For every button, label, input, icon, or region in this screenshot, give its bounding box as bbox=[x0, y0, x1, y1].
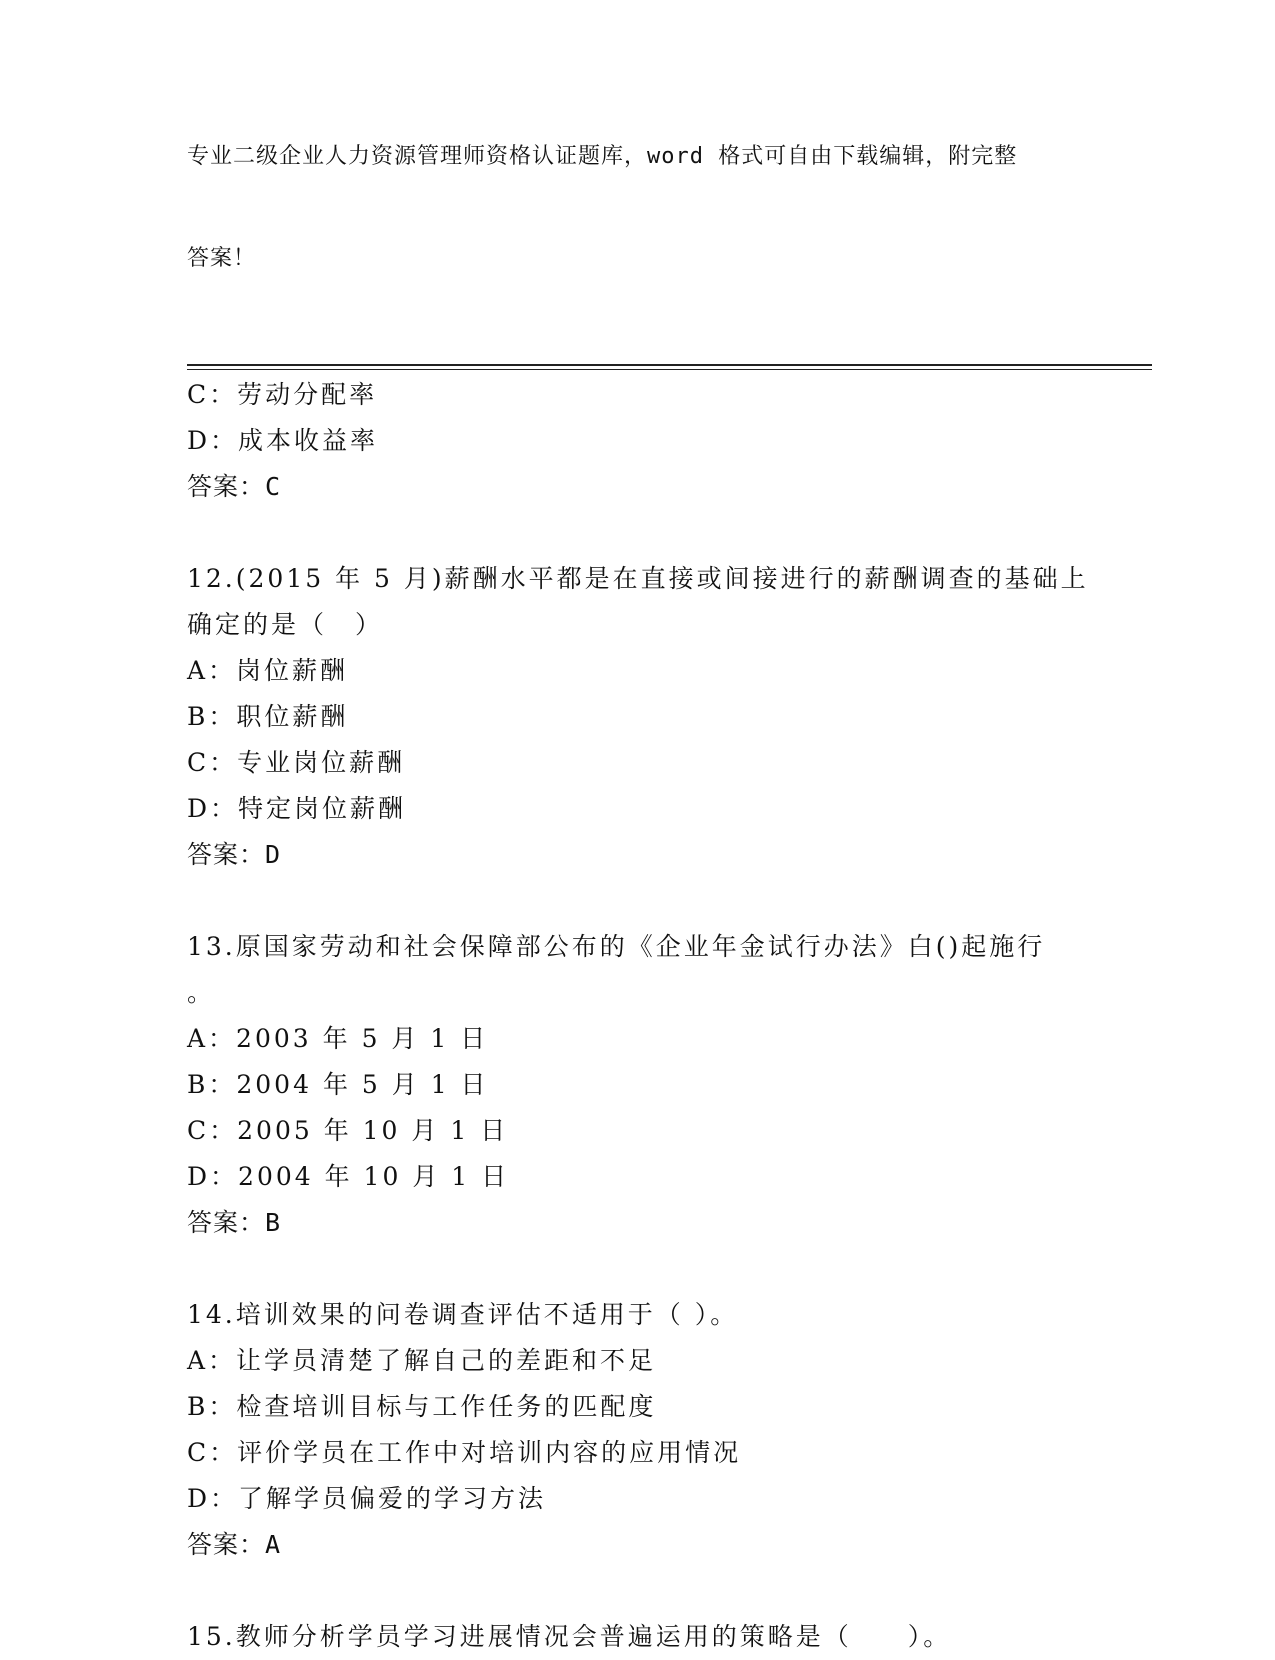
option-d: D：2004 年 10 月 1 日 bbox=[187, 1162, 510, 1191]
option-b: B：职位薪酬 bbox=[187, 702, 349, 731]
answer-line: 答案：D bbox=[187, 840, 282, 869]
option-c: C：专业岗位薪酬 bbox=[187, 748, 406, 777]
answer-line: 答案：A bbox=[187, 1530, 282, 1559]
question-text: 确定的是（ ） bbox=[187, 610, 384, 639]
answer-line: 答案：B bbox=[187, 1208, 282, 1237]
option-c: C：评价学员在工作中对培训内容的应用情况 bbox=[187, 1438, 742, 1467]
option-c: C：2005 年 10 月 1 日 bbox=[187, 1116, 509, 1145]
option-b: B：2004 年 5 月 1 日 bbox=[187, 1070, 489, 1099]
option-a: A：岗位薪酬 bbox=[187, 656, 349, 685]
continued-question bbox=[187, 372, 1152, 510]
option-d: D：成本收益率 bbox=[187, 426, 379, 455]
spacer bbox=[187, 878, 1152, 924]
question-text: 14.培训效果的问卷调查评估不适用于（ ）。 bbox=[187, 1300, 739, 1329]
option-a: A：让学员清楚了解自己的差距和不足 bbox=[187, 1346, 657, 1375]
header-divider bbox=[187, 364, 1152, 370]
option-c: C：劳动分配率 bbox=[187, 380, 378, 409]
spacer bbox=[187, 510, 1152, 556]
question-15 bbox=[187, 1614, 1152, 1660]
option-a: A：2003 年 5 月 1 日 bbox=[187, 1024, 489, 1053]
question-text: 12.(2015 年 5 月)薪酬水平都是在直接或间接进行的薪酬调查的基础上 bbox=[187, 564, 1089, 593]
option-d: D：了解学员偏爱的学习方法 bbox=[187, 1484, 547, 1513]
spacer bbox=[187, 1568, 1152, 1614]
question-13 bbox=[187, 924, 1152, 1246]
header-line-1: 专业二级企业人力资源管理师资格认证题库，word 格式可自由下载编辑，附完整 bbox=[187, 144, 1018, 169]
option-d: D：特定岗位薪酬 bbox=[187, 794, 407, 823]
document-header bbox=[187, 72, 1152, 344]
question-14 bbox=[187, 1292, 1152, 1568]
spacer bbox=[187, 1246, 1152, 1292]
document-page bbox=[187, 72, 1152, 1660]
question-text: 15.教师分析学员学习进展情况会普遍运用的策略是（ ）。 bbox=[187, 1622, 952, 1651]
answer-line: 答案：C bbox=[187, 472, 282, 501]
question-text: 。 bbox=[187, 978, 216, 1007]
question-12 bbox=[187, 556, 1152, 878]
header-line-2: 答案！ bbox=[187, 246, 257, 271]
option-b: B：检查培训目标与工作任务的匹配度 bbox=[187, 1392, 657, 1421]
question-text: 13.原国家劳动和社会保障部公布的《企业年金试行办法》白()起施行 bbox=[187, 932, 1046, 961]
